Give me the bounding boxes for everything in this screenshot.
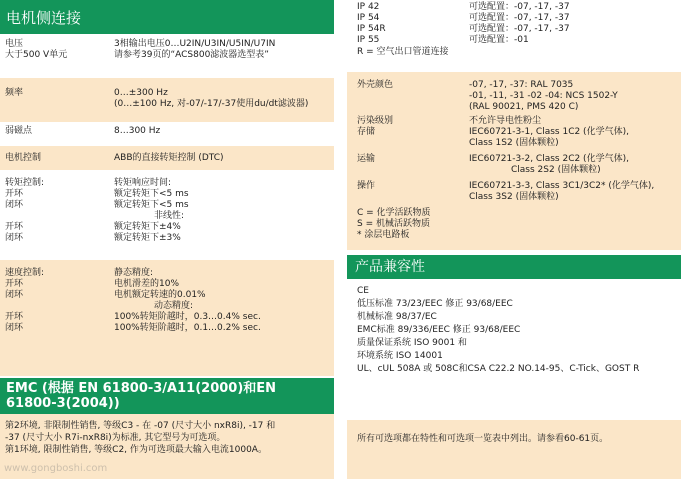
speed-value: 电机滑差的10% [114,279,180,289]
enclosure-color-value: -01, -11, -31 -02 -04: NCS 1502-Y [469,91,618,101]
env-note: S = 机械活跃物质 [357,219,430,229]
footnote-block [347,420,681,479]
env-note: * 涂层电路板 [357,230,410,240]
ip-block [347,0,681,70]
compat-title: 产品兼容性 [355,259,425,275]
voltage-label: 电压 [5,39,24,49]
frequency-value-2: (0…±100 Hz, 对-07/-17/-37使用du/dt滤波器) [114,99,309,109]
speed-value: 100%转矩阶越时，0.3…0.4% sec. [114,312,261,322]
speed-value: 100%转矩阶越时，0.1…0.2% sec. [114,323,261,333]
ip-label: IP 42 [357,2,380,12]
enclosure-color-label: 外壳颜色 [357,80,394,90]
speed-label: 开环 [5,279,24,289]
ip-note: R = 空气出口管道连接 [357,47,449,57]
speed-label: 速度控制: [5,268,45,278]
field-weakening-label: 弱磁点 [5,126,33,136]
operation-label: 操作 [357,181,376,191]
torque-label: 闭环 [5,200,24,210]
compat-line: CE [357,286,369,296]
compat-line: 机械标准 98/37/EC [357,312,437,322]
pollution-label: 污染级别 [357,116,394,126]
frequency-row [0,78,334,122]
speed-label: 闭环 [5,323,24,333]
emc-title-2: 61800-3(2004)) [6,396,120,411]
emc-title: EMC (根据 EN 61800-3/A11(2000)和EN [6,381,277,396]
ip-value: 可选配置：-07, -17, -37 [469,24,570,34]
enclosure-color-value: (RAL 90021, PMS 420 C) [469,102,579,112]
right-column [347,0,681,479]
transport-label: 运输 [357,154,376,164]
speed-value: 电机额定转速的0.01% [114,290,206,300]
speed-label: 闭环 [5,290,24,300]
env-note: C = 化学活跃物质 [357,208,431,218]
environment-block [347,72,681,250]
torque-value: 非线性: [154,211,185,221]
torque-value: 额定转矩下<5 ms [114,189,189,199]
storage-label: 存储 [357,127,376,137]
ip-label: IP 55 [357,35,380,45]
compat-line: 质量保证系统 ISO 9001 和 [357,338,467,348]
voltage-row [0,34,334,78]
speed-label: 开环 [5,312,24,322]
transport-value: IEC60721-3-2, Class 2C2 (化学气体), [469,154,629,164]
pollution-value: 不允许导电性粉尘 [469,116,542,126]
frequency-label: 频率 [5,88,24,98]
compat-line: 环境系统 ISO 14001 [357,351,443,361]
compat-body [347,279,681,379]
torque-label: 转矩控制: [5,178,45,188]
torque-value: 转矩响应时间: [114,178,172,188]
emc-header [0,378,334,414]
field-weakening-value: 8…300 Hz [114,126,161,136]
footnote: 所有可选项都在特性和可选项一览表中列出。请参看60-61页。 [357,434,609,444]
enclosure-color-value: -07, -17, -37: RAL 7035 [469,80,574,90]
compat-line: UL、cUL 508A 或 508C和CSA C22.2 NO.14-95、C-Tick、GOST R [357,364,640,374]
voltage-value: 3相输出电压0…U2IN/U3IN/U5IN/U7IN [114,39,276,49]
ip-label: IP 54 [357,13,380,23]
emc-body [0,414,334,479]
torque-value: 额定转矩下<5 ms [114,200,189,210]
emc-text: 第2环境, 非限制性销售, 等级C3 - 在 -07 (尺寸大小 nxR8i), -17 和 [5,421,276,431]
ip-label: IP 54R [357,24,386,34]
torque-label: 闭环 [5,233,24,243]
motor-control-row [0,146,334,170]
torque-control-row [0,170,334,260]
voltage-label-2: 大于500 V单元 [5,50,68,60]
voltage-value-2: 请参考39页的“ACS800滤波器选型表” [114,50,269,60]
storage-value: IEC60721-3-1, Class 1C2 (化学气体), [469,127,629,137]
emc-text: -37 (尺寸大小 R7i-nxR8i)为标准, 其它型号为可选项。 [5,433,226,443]
compat-header [347,255,681,279]
torque-value: 额定转矩下±4% [114,222,181,232]
watermark: www.gongboshi.com [4,463,108,474]
speed-control-row [0,260,334,376]
field-weakening-row [0,122,334,146]
motor-control-value: ABB的直接转矩控制 (DTC) [114,153,224,163]
emc-text: 第1环境, 限制性销售, 等级C2, 作为可选项最大输入电流1000A。 [5,445,267,455]
speed-value: 静态精度: [114,268,154,278]
transport-value: Class 2S2 (固体颗粒) [511,165,601,175]
compat-line: EMC标准 89/336/EEC 修正 93/68/EEC [357,325,521,335]
left-column [0,0,334,479]
compat-line: 低压标准 73/23/EEC 修正 93/68/EEC [357,299,513,309]
torque-label [5,211,44,222]
torque-label: 开环 [5,189,24,199]
motor-side-title: 电机侧连接 [6,9,82,27]
ip-value: 可选配置：-07, -17, -37 [469,13,570,23]
operation-value: Class 3S2 (固体颗粒) [469,192,559,202]
storage-value: Class 1S2 (固体颗粒) [469,138,559,148]
ip-value: 可选配置：-01 [469,35,529,45]
operation-value: IEC60721-3-3, Class 3C1/3C2* (化学气体), [469,181,655,191]
ip-value: 可选配置：-07, -17, -37 [469,2,570,12]
speed-value: 动态精度: [154,301,194,311]
torque-label: 开环 [5,222,24,232]
speed-label [5,301,44,312]
torque-value: 额定转矩下±3% [114,233,181,243]
frequency-value: 0…±300 Hz [114,88,168,98]
motor-control-label: 电机控制 [5,153,42,163]
motor-side-header [0,0,334,34]
